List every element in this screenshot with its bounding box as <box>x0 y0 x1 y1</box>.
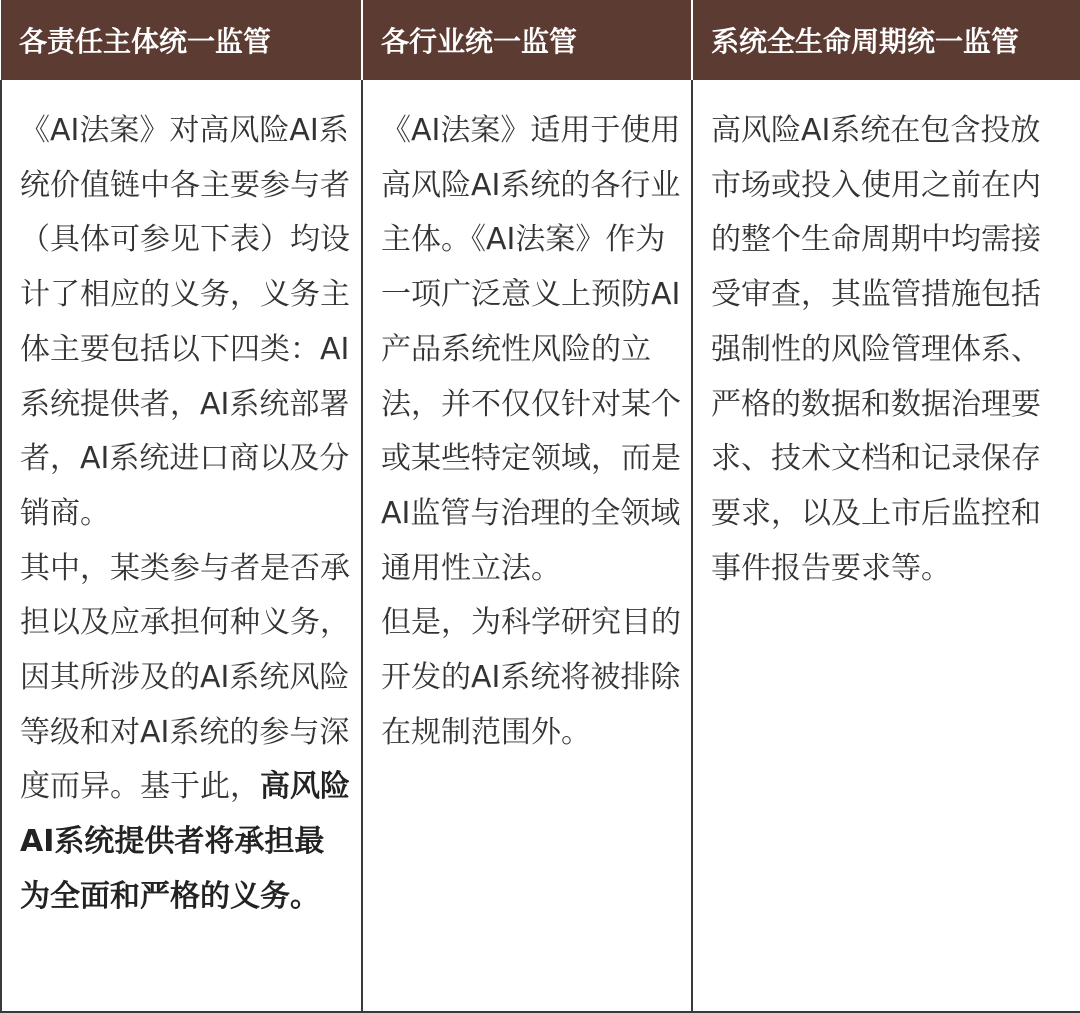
cell-content <box>20 104 350 925</box>
responsible-entities-bold-conclusion: 高风险AI系统提供者将承担最为全面和严格的义务。 <box>20 769 350 914</box>
table-row <box>1 80 1080 1011</box>
table-header <box>1 0 1080 80</box>
responsible-entities-lead-text: 其中，某类参与者是否承担以及应承担何种义务，因其所涉及的AI系统风险等级和对AI系统的参与深度而异。基于此， <box>20 550 350 805</box>
cell-lifecycle <box>692 80 1080 1011</box>
lifecycle-paragraph-1: 高风险AI系统在包含投放市场或投入使用之前在内的整个生命周期中均需接受审查，其监管措施包括强制性的风险管理体系、严格的数据和数据治理要求、技术文档和记录保存要求，以及上市后监控和事件报告要求等。 <box>711 113 1041 586</box>
industries-paragraph-1: 《AI法案》适用于使用高风险AI系统的各行业主体。《AI法案》作为一项广泛意义上预防AI产品系统性风险的立法，并不仅仅针对某个或某些特定领域，而是AI监管与治理的全领域通用性立法。 <box>381 113 681 586</box>
header-cell-responsible-entities: 各责任主体统一监管 <box>1 0 362 80</box>
cell-responsible-entities <box>1 80 362 1011</box>
header-row <box>1 0 1080 80</box>
industries-paragraph-2: 但是，为科学研究目的开发的AI系统将被排除在规制范围外。 <box>381 605 681 750</box>
responsible-entities-paragraph-1: 《AI法案》对高风险AI系统价值链中各主要参与者（具体可参见下表）均设计了相应的义务，义务主体主要包括以下四类：AI系统提供者，AI系统部署者，AI系统进口商以及分销商。 <box>20 113 350 531</box>
cell-industries <box>362 80 692 1011</box>
cell-content <box>711 104 1066 596</box>
header-cell-lifecycle: 系统全生命周期统一监管 <box>692 0 1080 80</box>
table-body <box>1 80 1080 1011</box>
responsible-entities-paragraph-2 <box>20 542 350 925</box>
cell-content <box>381 104 681 760</box>
header-cell-industries: 各行业统一监管 <box>362 0 692 80</box>
